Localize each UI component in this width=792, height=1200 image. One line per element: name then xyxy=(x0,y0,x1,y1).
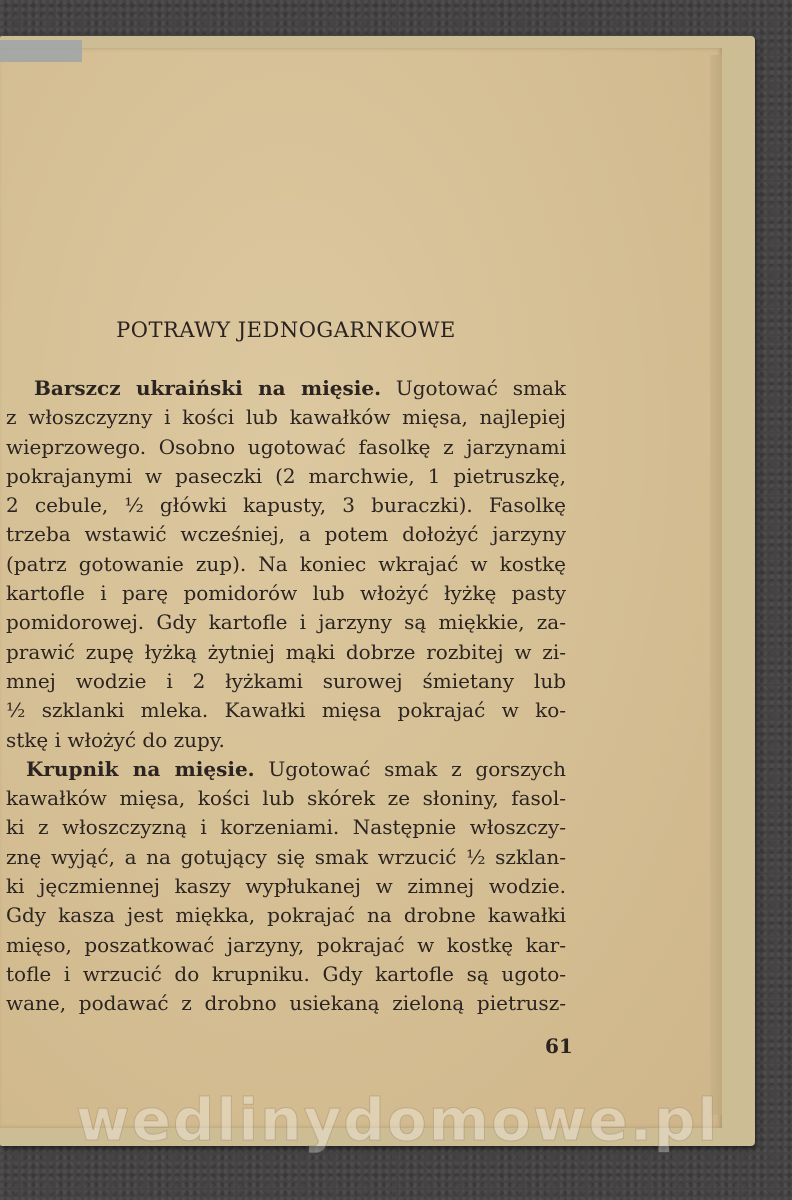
text-line: stkę i włożyć do zupy. xyxy=(6,727,225,752)
text-line: z włoszczyzny i kości lub kawałków mięsa, najlepiej xyxy=(6,405,566,430)
text-line: wieprzowego. Osobno ugotować fasolkę z jarzynami xyxy=(6,434,566,459)
text-line: mięso, poszatkować jarzyny, pokrajać w kostkę kar- xyxy=(6,932,566,957)
page-number: 61 xyxy=(545,1034,573,1058)
text-line: Ugotować smak xyxy=(381,376,566,400)
text-line: kartofle i parę pomidorów lub włożyć łyżkę pasty xyxy=(6,581,566,606)
text-line: trzeba wstawić wcześniej, a potem dołożyć jarzyny xyxy=(6,522,566,547)
text-line: pomidorowej. Gdy kartofle i jarzyny są miękkie, za- xyxy=(6,610,566,635)
watermark: wedlinydomowe.pl xyxy=(76,1086,720,1154)
text-line: Gdy kasza jest miękka, pokrajać na drobne kawałki xyxy=(6,903,566,928)
text-line: tofle i wrzucić do krupniku. Gdy kartofle są ugoto- xyxy=(6,961,566,986)
text-line: wane, podawać z drobno usiekaną zieloną pietrusz- xyxy=(6,991,566,1016)
text-line: pokrajanymi w paseczki (2 marchwie, 1 pietruszkę, xyxy=(6,463,566,488)
text-line: ½ szklanki mleka. Kawałki mięsa pokrajać w ko- xyxy=(6,698,566,723)
text-line: ki jęczmiennej kaszy wypłukanej w zimnej wodzie. xyxy=(6,874,566,899)
text-line: mnej wodzie i 2 łyżkami surowej śmietany lub xyxy=(6,668,566,693)
text-line: Ugotować smak z gorszych xyxy=(254,756,566,781)
text-line: 2 cebule, ½ główki kapusty, 3 buraczki). Fasolkę xyxy=(6,493,566,518)
page-title: POTRAWY JEDNOGARNKOWE xyxy=(116,318,456,342)
text-line: kawałków mięsa, kości lub skórek ze słoniny, fasol- xyxy=(6,786,566,811)
page-body xyxy=(6,374,566,1019)
recipe-heading-krupnik: Krupnik na mięsie. xyxy=(26,756,255,781)
recipe-heading-barszcz: Barszcz ukraiński na mięsie. xyxy=(34,376,382,400)
page-edge xyxy=(710,55,722,1115)
recipe-first-line xyxy=(6,755,566,784)
text-line: (patrz gotowanie zup). Na koniec wkrajać w kostkę xyxy=(6,551,566,576)
text-line: ki z włoszczyzną i korzeniami. Następnie włoszczy- xyxy=(6,815,566,840)
binding-tape xyxy=(0,40,82,62)
text-line: prawić zupę łyżką żytniej mąki dobrze rozbitej w zi- xyxy=(6,639,566,664)
text-line: znę wyjąć, a na gotujący się smak wrzucić ½ szklan- xyxy=(6,844,566,869)
recipe-first-line xyxy=(6,374,566,403)
